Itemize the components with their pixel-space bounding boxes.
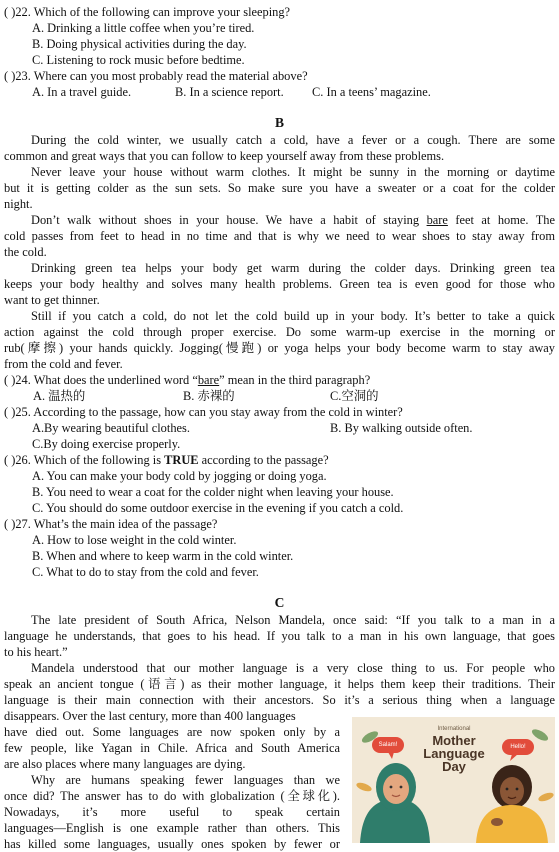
passage-c-line: few people, like Yagan in Chile. Africa and South America xyxy=(4,741,340,755)
text-segment: ” mean in the third paragraph? xyxy=(219,373,371,387)
mother-language-day-illustration xyxy=(352,717,555,843)
question-26-option-b: B. You need to wear a coat for the colder night when leaving your house. xyxy=(32,485,394,499)
passage-b-line: Drinking green tea helps your body get warm during the colder days. Drinking green tea xyxy=(31,261,555,275)
passage-c-line: to his heart.” xyxy=(4,645,68,659)
passage-c-line: once did? The answer has to do with globalization (全球化). xyxy=(4,789,340,803)
section-c-heading: C xyxy=(274,595,285,610)
underlined-word-bare: bare xyxy=(197,373,220,387)
passage-b-line: keeps your body healthy and solves many health problems. Green tea is even good for those who xyxy=(4,277,555,291)
passage-b-line: During the cold winter, we usually catch a cold, have a fever or a cough. There are some xyxy=(31,133,555,147)
question-26-option-c: C. You should do some outdoor exercise in the evening if you catch a cold. xyxy=(32,501,404,515)
passage-c-line: has killed some languages, usually ones spoken by fewer or xyxy=(4,837,340,851)
question-23-option-a: A. In a travel guide. xyxy=(32,85,132,99)
question-25-option-a: A.By wearing beautiful clothes. xyxy=(32,421,190,435)
passage-c-line: Why are humans speaking fewer languages than we xyxy=(31,773,340,787)
passage-c-line: are also places where many languages are dying. xyxy=(4,757,246,771)
passage-c-line: language he understands, that goes to his head. If you talk to a man in his own language, that goes xyxy=(4,629,555,643)
question-25-stem: ( )25. According to the passage, how can you stay away from the cold in winter? xyxy=(4,405,403,419)
passage-c-line: have died out. Some languages are now spoken only by a xyxy=(4,725,340,739)
question-27-option-a: A. How to lose weight in the cold winter. xyxy=(32,533,237,547)
question-26-stem xyxy=(4,452,555,468)
section-b-heading: B xyxy=(274,115,284,130)
question-23-stem: ( )23. Where can you most probably read the material above? xyxy=(4,69,308,83)
passage-c-line: languages—English is one example rather than others. This xyxy=(4,821,340,835)
question-22-option-c: C. Listening to rock music before bedtime. xyxy=(32,53,245,67)
question-24-option-b: B. 赤裸的 xyxy=(183,389,235,403)
question-22-stem: ( )22. Which of the following can improve your sleeping? xyxy=(4,5,291,19)
passage-b-line: action against the cold through proper exercise. Do some warm-up exercise in the morning or xyxy=(4,325,555,339)
passage-b-line: the cold. xyxy=(4,245,47,259)
passage-c-line: language is their main connection with their ancestors. So it’s a serious thing when a language xyxy=(4,693,555,707)
emphasis-true: TRUE xyxy=(164,453,199,467)
poster-title xyxy=(407,734,501,773)
text-segment: feet at home. The xyxy=(447,213,555,227)
passage-c-line: Mandela understood that our mother language is a very close thing to us. For people who xyxy=(31,661,555,675)
passage-c-line: disappears. Over the last century, more than 400 languages xyxy=(4,709,296,723)
question-27-stem: ( )27. What’s the main idea of the passage? xyxy=(4,517,218,531)
speech-bubble-right: Hello! xyxy=(510,744,526,750)
passage-c-line: Nowadays, it’s more useful to speak certain xyxy=(4,805,340,819)
question-26-option-a: A. You can make your body cold by jogging or doing yoga. xyxy=(32,469,327,483)
question-22-option-a: A. Drinking a little coffee when you’re tired. xyxy=(32,21,255,35)
question-23-options xyxy=(4,84,555,100)
question-23-option-c: C. In a teens’ magazine. xyxy=(312,85,431,99)
passage-b-line: night. xyxy=(4,197,33,211)
question-24-option-c: C.空洞的 xyxy=(330,389,379,403)
question-25-option-c: C.By doing exercise properly. xyxy=(32,437,181,451)
poster-title-line: Mother xyxy=(432,733,476,748)
question-27-option-c: C. What to do to stay from the cold and fever. xyxy=(32,565,259,579)
passage-b-line: Never leave your house without warm clothes. It might be sunny in the morning or daytime xyxy=(31,165,555,179)
question-27-option-b: B. When and where to keep warm in the cold winter. xyxy=(32,549,294,563)
passage-b-line: common and great ways that you can follow to keep yourself away from these problems. xyxy=(4,149,445,163)
question-22-option-b: B. Doing physical activities during the day. xyxy=(32,37,247,51)
passage-b-line: but it is getting colder as the sun sets. So make sure you have a sweater or a coat for the colder xyxy=(4,181,555,195)
text-segment: Don’t walk without shoes in your house. We have a habit of staying xyxy=(31,213,427,227)
poster-title-line: Day xyxy=(442,759,466,774)
question-25-option-b: B. By walking outside often. xyxy=(330,421,473,435)
passage-b-line-underlined xyxy=(31,212,555,228)
passage-b-line: Still if you catch a cold, do not let the cold build up in your body. It’s better to take a quick xyxy=(31,309,555,323)
speech-bubble-left: Salam! xyxy=(378,742,398,748)
question-24-stem xyxy=(4,372,555,388)
question-25-options-row xyxy=(4,420,555,436)
question-24-option-a: A. 温热的 xyxy=(33,389,86,403)
underlined-word-bare: bare xyxy=(426,213,448,227)
passage-b-line: from the cold and fever. xyxy=(4,357,123,371)
poster-title-line: Language xyxy=(423,746,485,761)
question-24-options xyxy=(4,388,555,404)
question-23-option-b: B. In a science report. xyxy=(175,85,284,99)
poster-small-title: International xyxy=(437,726,471,732)
passage-c-line: speak an ancient tongue (语言) as their mother language, it helps them keep their traditions. Their xyxy=(4,677,555,691)
passage-b-line: cold passes from feet to head in no time and that is why we need to wear shoes to stay away from xyxy=(4,229,555,243)
passage-b-line: rub(摩擦) your hands quickly. Jogging(慢跑) or yoga helps your body become warm to stay away xyxy=(4,341,555,355)
passage-c-line: The late president of South Africa, Nelson Mandela, once said: “If you talk to a man in a xyxy=(31,613,555,627)
text-segment: ( )26. Which of the following is xyxy=(4,453,165,467)
text-segment: ( )24. What does the underlined word “ xyxy=(4,373,198,387)
passage-b-line: want to get thinner. xyxy=(4,293,100,307)
text-segment: according to the passage? xyxy=(198,453,329,467)
